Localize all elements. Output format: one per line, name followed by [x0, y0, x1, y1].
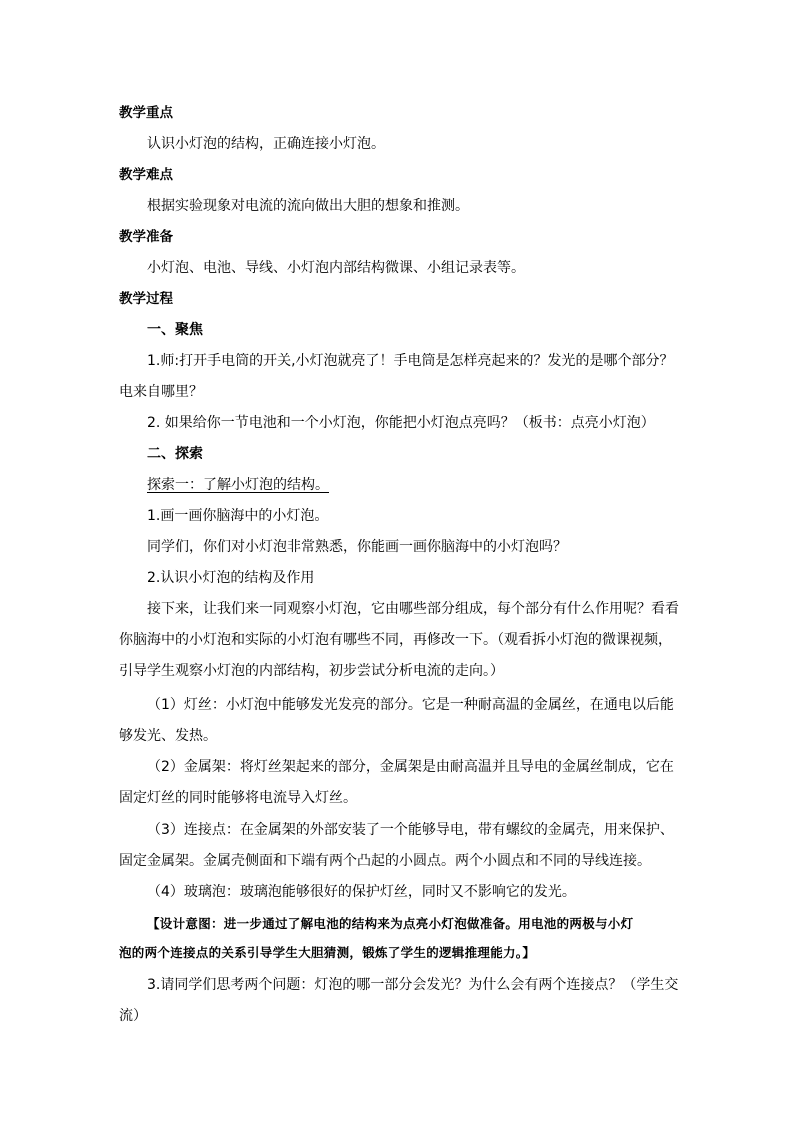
- preparation-text: 小灯泡、电池、导线、小灯泡内部结构微课、小组记录表等。: [147, 260, 525, 276]
- heading-process: 教学过程: [119, 291, 173, 307]
- step-one-text: 同学们，你们对小灯泡非常熟悉，你能画一画你脑海中的小灯泡吗？: [147, 539, 567, 555]
- section-two-title: 二、探索: [147, 446, 203, 462]
- design-note-line2: 泡的两个连接点的关系引导学生大胆猜测，锻炼了学生的逻辑推理能力。】: [119, 945, 536, 960]
- section-one-item1-line2: 电来自哪里？: [119, 384, 203, 400]
- part-connection-line2: 固定金属架。金属壳侧面和下端有两个凸起的小圆点。两个小圆点和不同的导线连接。: [119, 853, 651, 869]
- heading-difficulty: 教学难点: [119, 167, 173, 183]
- section-one-item2: 2. 如果给你一节电池和一个小灯泡，你能把小灯泡点亮吗？（板书：点亮小灯泡）: [147, 415, 655, 431]
- step-one-title: 1.画一画你脑海中的小灯泡。: [147, 508, 329, 524]
- step-two-para-line3: 引导学生观察小灯泡的内部结构，初步尝试分析电流的走向。）: [119, 663, 504, 679]
- heading-preparation: 教学准备: [119, 229, 173, 245]
- part-metal-frame-line1: （2）金属架：将灯丝架起来的部分，金属架是由耐高温并且导电的金属丝制成，它在: [147, 759, 674, 775]
- step-two-title: 2.认识小灯泡的结构及作用: [147, 570, 315, 586]
- part-glass-bulb: （4）玻璃泡：玻璃泡能够很好的保护灯丝，同时又不影响它的发光。: [147, 884, 576, 900]
- part-filament-line2: 够发光、发热。: [119, 728, 217, 744]
- explore-one-title: 探索一：了解小灯泡的结构。: [147, 477, 329, 493]
- step-two-para-line1: 接下来，让我们来一同观察小灯泡，它由哪些部分组成，每个部分有什么作用呢？看看: [147, 601, 679, 617]
- section-one-item1-line1: 1.师:打开手电筒的开关,小灯泡就亮了！手电筒是怎样亮起来的？发光的是哪个部分？: [147, 353, 674, 369]
- step-three-line2: 流）: [119, 1008, 147, 1024]
- design-note-line1: 【设计意图：进一步通过了解电池的结构来为点亮小灯泡做准备。用电池的两极与小灯: [147, 916, 634, 931]
- difficulty-text: 根据实验现象对电流的流向做出大胆的想象和推测。: [147, 198, 469, 214]
- part-connection-line1: （3）连接点：在金属架的外部安装了一个能够导电，带有螺纹的金属壳，用来保护、: [147, 822, 674, 838]
- step-two-para-line2: 你脑海中的小灯泡和实际的小灯泡有哪些不同，再修改一下。（观看拆小灯泡的微课视频，: [119, 632, 672, 648]
- part-filament-line1: （1）灯丝：小灯泡中能够发光发亮的部分。它是一种耐高温的金属丝，在通电以后能: [147, 697, 674, 713]
- key-point-text: 认识小灯泡的结构，正确连接小灯泡。: [147, 136, 385, 152]
- section-one-title: 一、聚焦: [147, 322, 203, 338]
- part-metal-frame-line2: 固定灯丝的同时能够将电流导入灯丝。: [119, 790, 357, 806]
- step-three-line1: 3.请同学们思考两个问题：灯泡的哪一部分会发光？为什么会有两个连接点？（学生交: [147, 977, 679, 993]
- heading-key-point: 教学重点: [119, 105, 173, 121]
